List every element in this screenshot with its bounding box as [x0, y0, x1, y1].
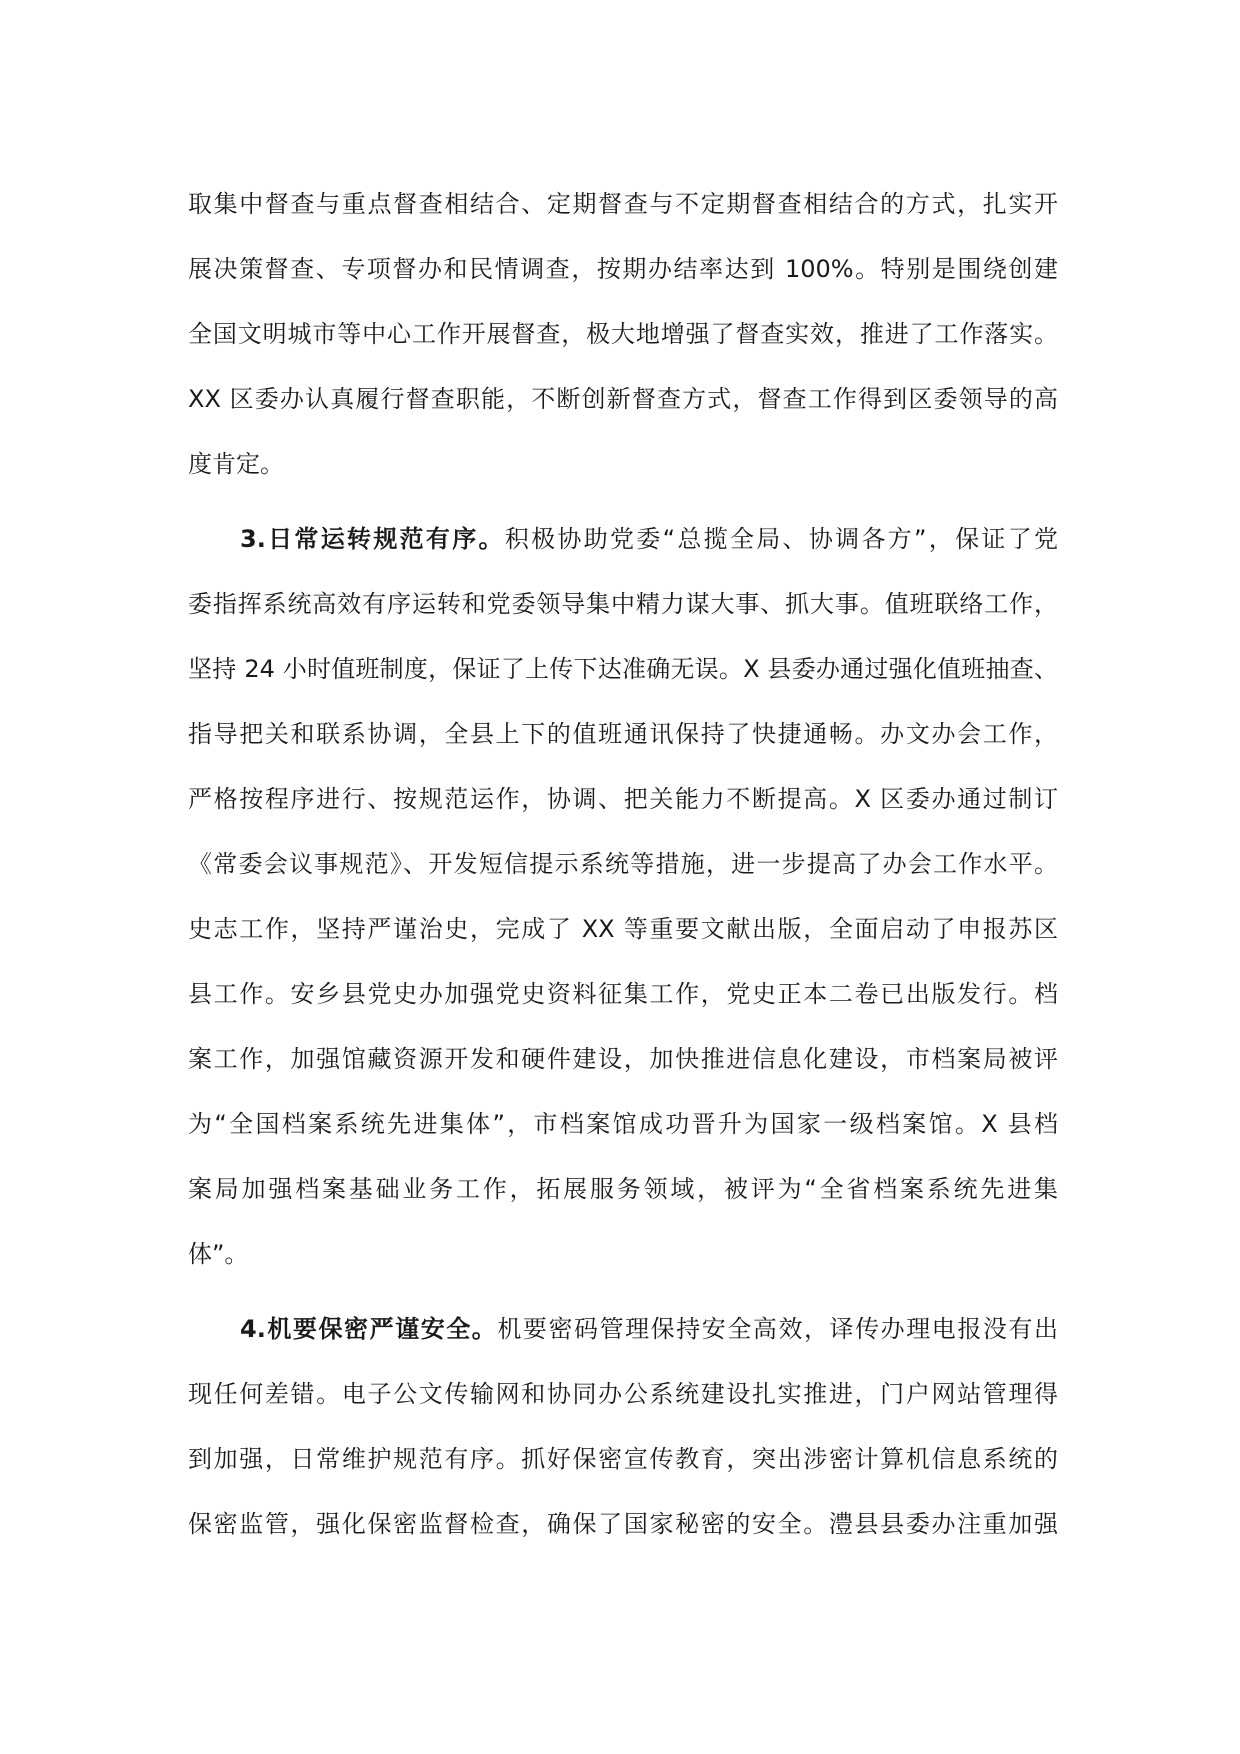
paragraph-daily-operation	[188, 507, 1058, 1287]
text-line: 案局加强档案基础业务工作，拓展服务领域，被评为“全省档案系统先进集	[188, 1175, 1058, 1203]
text-line: 县工作。安乡县党史办加强党史资料征集工作，党史正本二卷已出版发行。档	[188, 980, 1058, 1008]
text-line: 《常委会议事规范》、开发短信提示系统等措施，进一步提高了办会工作水平。	[188, 850, 1058, 878]
text-segment: 机要密码管理保持安全高效，译传办理电报没有出	[497, 1315, 1058, 1343]
text-line: 委指挥系统高效有序运转和党委领导集中精力谋大事、抓大事。值班联络工作，	[188, 590, 1058, 618]
paragraph-confidential	[188, 1297, 1058, 1557]
document-body	[188, 172, 1058, 1567]
text-line: 到加强，日常维护规范有序。抓好保密宣传教育，突出涉密计算机信息系统的	[188, 1445, 1058, 1473]
text-line: 度肯定。	[188, 450, 284, 478]
text-line: 取集中督查与重点督查相结合、定期督查与不定期督查相结合的方式，扎实开	[188, 190, 1058, 218]
text-line: 严格按程序进行、按规范运作，协调、把关能力不断提高。X 区委办通过制订	[188, 785, 1058, 813]
text-line: 体”。	[188, 1240, 249, 1268]
text-line: 展决策督查、专项督办和民情调查，按期办结率达到 100%。特别是围绕创建	[188, 255, 1058, 283]
paragraph-supervision	[188, 172, 1058, 497]
text-line: 全国文明城市等中心工作开展督查，极大地增强了督查实效，推进了工作落实。	[188, 320, 1058, 348]
text-line: 案工作，加强馆藏资源开发和硬件建设，加快推进信息化建设，市档案局被评	[188, 1045, 1058, 1073]
text-line: 现任何差错。电子公文传输网和协同办公系统建设扎实推进，门户网站管理得	[188, 1380, 1058, 1408]
text-line: XX 区委办认真履行督查职能，不断创新督查方式，督查工作得到区委领导的高	[188, 385, 1058, 413]
text-line	[188, 507, 1058, 572]
text-line: 保密监管，强化保密监督检查，确保了国家秘密的安全。澧县县委办注重加强	[188, 1510, 1058, 1538]
text-line: 史志工作，坚持严谨治史，完成了 XX 等重要文献出版，全面启动了申报苏区	[188, 915, 1058, 943]
section-heading: 4.机要保密严谨安全。	[240, 1315, 498, 1343]
text-line: 为“全国档案系统先进集体”，市档案馆成功晋升为国家一级档案馆。X 县档	[188, 1110, 1058, 1138]
text-line: 指导把关和联系协调，全县上下的值班通讯保持了快捷通畅。办文办会工作，	[188, 720, 1058, 748]
text-segment: 积极协助党委“总揽全局、协调各方”，保证了党	[504, 525, 1058, 553]
section-heading: 3.日常运转规范有序。	[240, 525, 505, 553]
text-line: 坚持 24 小时值班制度，保证了上传下达准确无误。X 县委办通过强化值班抽查、	[188, 655, 1058, 683]
text-line	[188, 1297, 1058, 1362]
